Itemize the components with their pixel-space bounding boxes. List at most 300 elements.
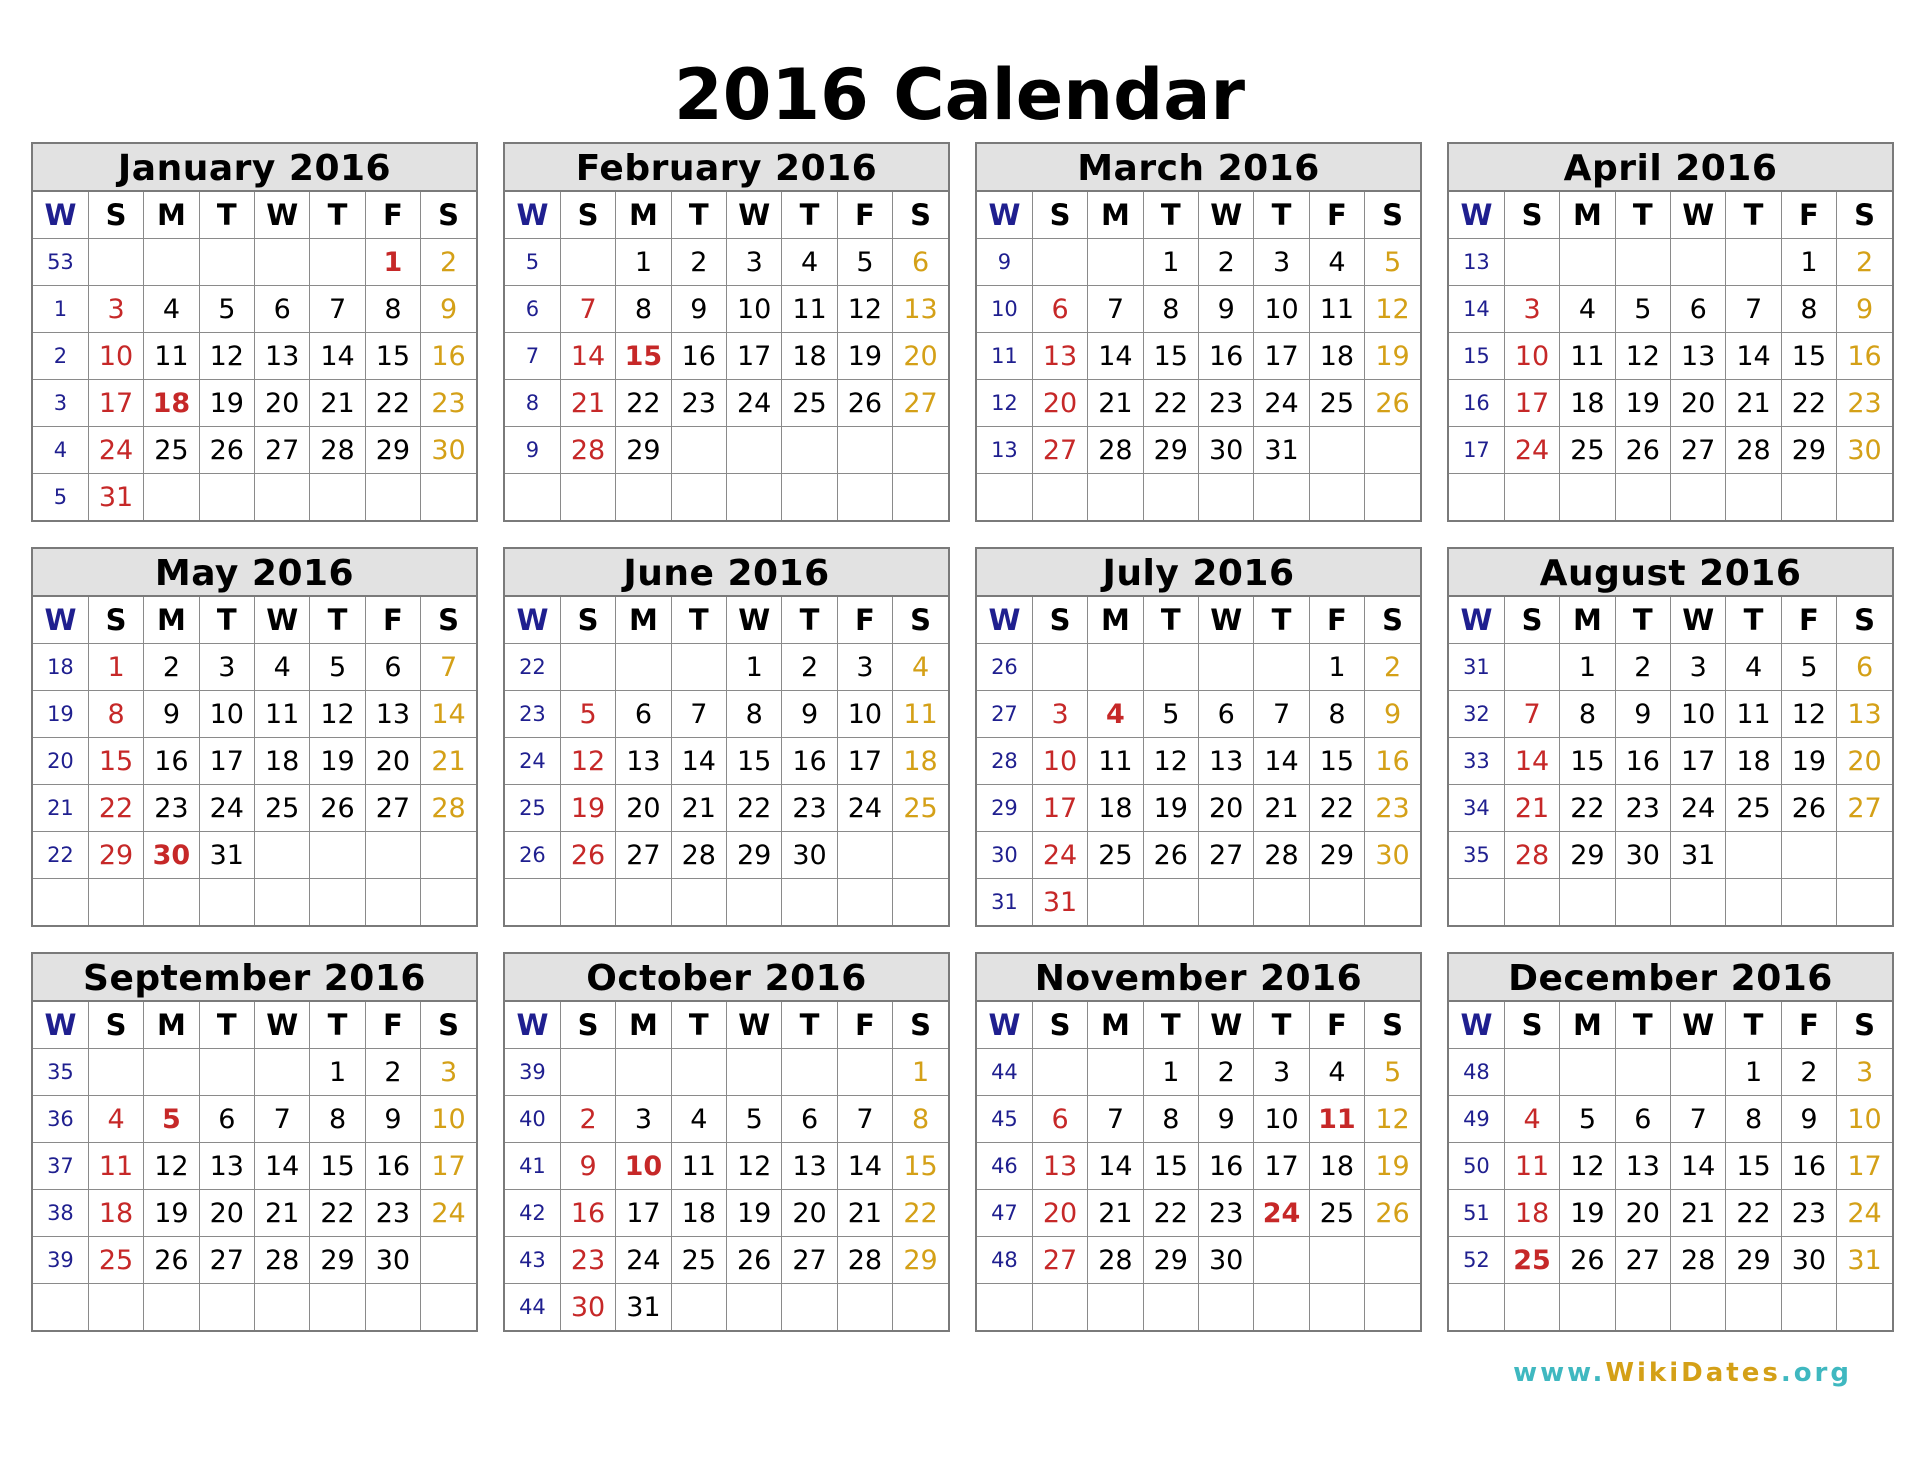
day-cell[interactable]: 3 bbox=[1254, 1049, 1309, 1096]
day-cell[interactable]: 20 bbox=[1671, 380, 1726, 427]
day-cell[interactable]: 19 bbox=[199, 380, 254, 427]
day-cell[interactable]: 24 bbox=[1032, 832, 1087, 879]
day-cell[interactable]: 10 bbox=[88, 333, 143, 380]
day-cell[interactable]: 31 bbox=[1032, 879, 1087, 926]
day-cell[interactable]: 27 bbox=[1671, 427, 1726, 474]
day-cell[interactable]: 22 bbox=[1560, 785, 1615, 832]
day-cell[interactable]: 5 bbox=[560, 691, 615, 738]
day-cell[interactable]: 6 bbox=[893, 239, 948, 286]
day-cell[interactable]: 19 bbox=[727, 1190, 782, 1237]
day-cell[interactable]: 11 bbox=[782, 286, 837, 333]
day-cell[interactable]: 12 bbox=[310, 691, 365, 738]
day-cell[interactable]: 15 bbox=[1143, 333, 1198, 380]
day-cell[interactable]: 30 bbox=[1837, 427, 1892, 474]
day-cell[interactable]: 26 bbox=[1560, 1237, 1615, 1284]
day-cell[interactable]: 21 bbox=[1504, 785, 1559, 832]
day-cell[interactable]: 8 bbox=[1143, 286, 1198, 333]
day-cell[interactable]: 13 bbox=[1032, 333, 1087, 380]
day-cell[interactable]: 8 bbox=[310, 1096, 365, 1143]
day-cell[interactable]: 21 bbox=[1088, 380, 1143, 427]
day-cell[interactable]: 27 bbox=[365, 785, 420, 832]
day-cell[interactable]: 16 bbox=[1199, 1143, 1254, 1190]
day-cell[interactable]: 4 bbox=[671, 1096, 726, 1143]
day-cell[interactable]: 30 bbox=[560, 1284, 615, 1331]
day-cell[interactable]: 20 bbox=[893, 333, 948, 380]
day-cell[interactable]: 14 bbox=[310, 333, 365, 380]
day-cell[interactable]: 12 bbox=[1781, 691, 1836, 738]
day-cell[interactable]: 12 bbox=[144, 1143, 199, 1190]
day-cell[interactable]: 28 bbox=[1726, 427, 1781, 474]
day-cell[interactable]: 19 bbox=[144, 1190, 199, 1237]
day-cell[interactable]: 22 bbox=[727, 785, 782, 832]
day-cell[interactable]: 17 bbox=[88, 380, 143, 427]
day-cell[interactable]: 4 bbox=[1088, 691, 1143, 738]
day-cell[interactable]: 27 bbox=[1032, 1237, 1087, 1284]
day-cell[interactable]: 23 bbox=[1615, 785, 1670, 832]
day-cell[interactable]: 8 bbox=[1309, 691, 1364, 738]
day-cell[interactable]: 1 bbox=[1560, 644, 1615, 691]
day-cell[interactable]: 14 bbox=[1088, 333, 1143, 380]
day-cell[interactable]: 7 bbox=[1671, 1096, 1726, 1143]
day-cell[interactable]: 6 bbox=[255, 286, 310, 333]
day-cell[interactable]: 13 bbox=[782, 1143, 837, 1190]
day-cell[interactable]: 23 bbox=[365, 1190, 420, 1237]
day-cell[interactable]: 25 bbox=[1504, 1237, 1559, 1284]
day-cell[interactable]: 23 bbox=[144, 785, 199, 832]
day-cell[interactable]: 18 bbox=[88, 1190, 143, 1237]
day-cell[interactable]: 18 bbox=[1726, 738, 1781, 785]
day-cell[interactable]: 2 bbox=[671, 239, 726, 286]
day-cell[interactable]: 8 bbox=[88, 691, 143, 738]
day-cell[interactable]: 26 bbox=[560, 832, 615, 879]
day-cell[interactable]: 23 bbox=[1781, 1190, 1836, 1237]
day-cell[interactable]: 17 bbox=[421, 1143, 476, 1190]
day-cell[interactable]: 12 bbox=[1615, 333, 1670, 380]
day-cell[interactable]: 13 bbox=[199, 1143, 254, 1190]
day-cell[interactable]: 3 bbox=[1671, 644, 1726, 691]
day-cell[interactable]: 9 bbox=[671, 286, 726, 333]
day-cell[interactable]: 2 bbox=[365, 1049, 420, 1096]
day-cell[interactable]: 21 bbox=[1726, 380, 1781, 427]
day-cell[interactable]: 4 bbox=[1309, 239, 1364, 286]
day-cell[interactable]: 29 bbox=[893, 1237, 948, 1284]
day-cell[interactable]: 17 bbox=[1504, 380, 1559, 427]
day-cell[interactable]: 30 bbox=[421, 427, 476, 474]
day-cell[interactable]: 26 bbox=[310, 785, 365, 832]
day-cell[interactable]: 27 bbox=[893, 380, 948, 427]
day-cell[interactable]: 13 bbox=[1837, 691, 1892, 738]
day-cell[interactable]: 1 bbox=[1309, 644, 1364, 691]
day-cell[interactable]: 18 bbox=[671, 1190, 726, 1237]
day-cell[interactable]: 25 bbox=[671, 1237, 726, 1284]
day-cell[interactable]: 4 bbox=[144, 286, 199, 333]
day-cell[interactable]: 20 bbox=[1032, 1190, 1087, 1237]
day-cell[interactable]: 20 bbox=[1032, 380, 1087, 427]
day-cell[interactable]: 15 bbox=[88, 738, 143, 785]
day-cell[interactable]: 16 bbox=[671, 333, 726, 380]
day-cell[interactable]: 5 bbox=[727, 1096, 782, 1143]
day-cell[interactable]: 25 bbox=[1726, 785, 1781, 832]
day-cell[interactable]: 26 bbox=[199, 427, 254, 474]
day-cell[interactable]: 18 bbox=[144, 380, 199, 427]
day-cell[interactable]: 14 bbox=[671, 738, 726, 785]
day-cell[interactable]: 14 bbox=[1504, 738, 1559, 785]
day-cell[interactable]: 22 bbox=[1726, 1190, 1781, 1237]
day-cell[interactable]: 2 bbox=[1365, 644, 1420, 691]
day-cell[interactable]: 11 bbox=[1504, 1143, 1559, 1190]
day-cell[interactable]: 10 bbox=[1254, 1096, 1309, 1143]
day-cell[interactable]: 5 bbox=[1560, 1096, 1615, 1143]
day-cell[interactable]: 20 bbox=[616, 785, 671, 832]
day-cell[interactable]: 13 bbox=[365, 691, 420, 738]
day-cell[interactable]: 21 bbox=[671, 785, 726, 832]
day-cell[interactable]: 23 bbox=[1837, 380, 1892, 427]
day-cell[interactable]: 12 bbox=[1560, 1143, 1615, 1190]
day-cell[interactable]: 25 bbox=[782, 380, 837, 427]
day-cell[interactable]: 24 bbox=[88, 427, 143, 474]
day-cell[interactable]: 19 bbox=[1365, 333, 1420, 380]
day-cell[interactable]: 25 bbox=[1088, 832, 1143, 879]
day-cell[interactable]: 1 bbox=[1143, 239, 1198, 286]
day-cell[interactable]: 13 bbox=[893, 286, 948, 333]
day-cell[interactable]: 23 bbox=[1199, 1190, 1254, 1237]
day-cell[interactable]: 17 bbox=[1671, 738, 1726, 785]
day-cell[interactable]: 24 bbox=[727, 380, 782, 427]
day-cell[interactable]: 22 bbox=[1143, 380, 1198, 427]
day-cell[interactable]: 11 bbox=[144, 333, 199, 380]
day-cell[interactable]: 25 bbox=[1309, 380, 1364, 427]
day-cell[interactable]: 7 bbox=[1088, 1096, 1143, 1143]
day-cell[interactable]: 12 bbox=[1143, 738, 1198, 785]
day-cell[interactable]: 22 bbox=[1781, 380, 1836, 427]
day-cell[interactable]: 18 bbox=[782, 333, 837, 380]
day-cell[interactable]: 9 bbox=[1199, 286, 1254, 333]
day-cell[interactable]: 25 bbox=[1309, 1190, 1364, 1237]
day-cell[interactable]: 16 bbox=[782, 738, 837, 785]
day-cell[interactable]: 2 bbox=[421, 239, 476, 286]
day-cell[interactable]: 7 bbox=[421, 644, 476, 691]
day-cell[interactable]: 21 bbox=[1088, 1190, 1143, 1237]
day-cell[interactable]: 30 bbox=[1199, 1237, 1254, 1284]
day-cell[interactable]: 6 bbox=[782, 1096, 837, 1143]
day-cell[interactable]: 17 bbox=[616, 1190, 671, 1237]
day-cell[interactable]: 13 bbox=[1199, 738, 1254, 785]
day-cell[interactable]: 1 bbox=[310, 1049, 365, 1096]
day-cell[interactable]: 11 bbox=[1560, 333, 1615, 380]
day-cell[interactable]: 14 bbox=[421, 691, 476, 738]
day-cell[interactable]: 6 bbox=[1837, 644, 1892, 691]
day-cell[interactable]: 12 bbox=[837, 286, 892, 333]
day-cell[interactable]: 18 bbox=[1504, 1190, 1559, 1237]
day-cell[interactable]: 2 bbox=[1199, 1049, 1254, 1096]
day-cell[interactable]: 23 bbox=[671, 380, 726, 427]
day-cell[interactable]: 9 bbox=[421, 286, 476, 333]
day-cell[interactable]: 6 bbox=[1671, 286, 1726, 333]
day-cell[interactable]: 6 bbox=[616, 691, 671, 738]
day-cell[interactable]: 29 bbox=[365, 427, 420, 474]
day-cell[interactable]: 3 bbox=[1032, 691, 1087, 738]
day-cell[interactable]: 22 bbox=[1309, 785, 1364, 832]
day-cell[interactable]: 4 bbox=[88, 1096, 143, 1143]
day-cell[interactable]: 15 bbox=[616, 333, 671, 380]
day-cell[interactable]: 27 bbox=[616, 832, 671, 879]
day-cell[interactable]: 17 bbox=[199, 738, 254, 785]
day-cell[interactable]: 26 bbox=[727, 1237, 782, 1284]
day-cell[interactable]: 27 bbox=[1032, 427, 1087, 474]
day-cell[interactable]: 9 bbox=[365, 1096, 420, 1143]
day-cell[interactable]: 7 bbox=[671, 691, 726, 738]
day-cell[interactable]: 19 bbox=[1365, 1143, 1420, 1190]
day-cell[interactable]: 17 bbox=[1254, 333, 1309, 380]
day-cell[interactable]: 28 bbox=[310, 427, 365, 474]
day-cell[interactable]: 21 bbox=[310, 380, 365, 427]
day-cell[interactable]: 10 bbox=[1504, 333, 1559, 380]
day-cell[interactable]: 28 bbox=[1254, 832, 1309, 879]
day-cell[interactable]: 19 bbox=[1143, 785, 1198, 832]
day-cell[interactable]: 5 bbox=[1781, 644, 1836, 691]
day-cell[interactable]: 20 bbox=[199, 1190, 254, 1237]
day-cell[interactable]: 16 bbox=[365, 1143, 420, 1190]
day-cell[interactable]: 13 bbox=[1671, 333, 1726, 380]
day-cell[interactable]: 16 bbox=[1781, 1143, 1836, 1190]
day-cell[interactable]: 28 bbox=[837, 1237, 892, 1284]
day-cell[interactable]: 28 bbox=[671, 832, 726, 879]
day-cell[interactable]: 24 bbox=[421, 1190, 476, 1237]
day-cell[interactable]: 21 bbox=[1671, 1190, 1726, 1237]
day-cell[interactable]: 5 bbox=[1365, 1049, 1420, 1096]
day-cell[interactable]: 6 bbox=[1032, 1096, 1087, 1143]
day-cell[interactable]: 22 bbox=[310, 1190, 365, 1237]
day-cell[interactable]: 26 bbox=[1615, 427, 1670, 474]
day-cell[interactable]: 28 bbox=[1671, 1237, 1726, 1284]
day-cell[interactable]: 31 bbox=[616, 1284, 671, 1331]
day-cell[interactable]: 7 bbox=[1726, 286, 1781, 333]
day-cell[interactable]: 27 bbox=[782, 1237, 837, 1284]
day-cell[interactable]: 28 bbox=[560, 427, 615, 474]
day-cell[interactable]: 3 bbox=[1254, 239, 1309, 286]
day-cell[interactable]: 11 bbox=[671, 1143, 726, 1190]
day-cell[interactable]: 28 bbox=[1088, 427, 1143, 474]
day-cell[interactable]: 20 bbox=[1615, 1190, 1670, 1237]
day-cell[interactable]: 3 bbox=[1504, 286, 1559, 333]
day-cell[interactable]: 8 bbox=[1781, 286, 1836, 333]
day-cell[interactable]: 22 bbox=[365, 380, 420, 427]
day-cell[interactable]: 28 bbox=[255, 1237, 310, 1284]
day-cell[interactable]: 9 bbox=[1781, 1096, 1836, 1143]
day-cell[interactable]: 17 bbox=[1254, 1143, 1309, 1190]
day-cell[interactable]: 17 bbox=[727, 333, 782, 380]
day-cell[interactable]: 22 bbox=[1143, 1190, 1198, 1237]
day-cell[interactable]: 16 bbox=[1615, 738, 1670, 785]
day-cell[interactable]: 7 bbox=[255, 1096, 310, 1143]
day-cell[interactable]: 29 bbox=[727, 832, 782, 879]
day-cell[interactable]: 8 bbox=[1560, 691, 1615, 738]
day-cell[interactable]: 8 bbox=[1726, 1096, 1781, 1143]
day-cell[interactable]: 24 bbox=[199, 785, 254, 832]
day-cell[interactable]: 3 bbox=[199, 644, 254, 691]
day-cell[interactable]: 10 bbox=[199, 691, 254, 738]
day-cell[interactable]: 26 bbox=[1365, 380, 1420, 427]
day-cell[interactable]: 4 bbox=[782, 239, 837, 286]
day-cell[interactable]: 28 bbox=[1504, 832, 1559, 879]
day-cell[interactable]: 26 bbox=[1781, 785, 1836, 832]
day-cell[interactable]: 5 bbox=[144, 1096, 199, 1143]
day-cell[interactable]: 28 bbox=[1088, 1237, 1143, 1284]
day-cell[interactable]: 24 bbox=[1837, 1190, 1892, 1237]
day-cell[interactable]: 9 bbox=[782, 691, 837, 738]
day-cell[interactable]: 29 bbox=[1309, 832, 1364, 879]
day-cell[interactable]: 15 bbox=[1726, 1143, 1781, 1190]
day-cell[interactable]: 5 bbox=[1365, 239, 1420, 286]
day-cell[interactable]: 2 bbox=[560, 1096, 615, 1143]
day-cell[interactable]: 29 bbox=[310, 1237, 365, 1284]
day-cell[interactable]: 23 bbox=[421, 380, 476, 427]
day-cell[interactable]: 11 bbox=[1726, 691, 1781, 738]
day-cell[interactable]: 6 bbox=[199, 1096, 254, 1143]
day-cell[interactable]: 15 bbox=[893, 1143, 948, 1190]
day-cell[interactable]: 8 bbox=[365, 286, 420, 333]
day-cell[interactable]: 2 bbox=[1615, 644, 1670, 691]
day-cell[interactable]: 15 bbox=[1781, 333, 1836, 380]
day-cell[interactable]: 25 bbox=[893, 785, 948, 832]
day-cell[interactable]: 10 bbox=[1254, 286, 1309, 333]
day-cell[interactable]: 1 bbox=[727, 644, 782, 691]
day-cell[interactable]: 24 bbox=[837, 785, 892, 832]
day-cell[interactable]: 5 bbox=[1615, 286, 1670, 333]
day-cell[interactable]: 23 bbox=[782, 785, 837, 832]
day-cell[interactable]: 7 bbox=[1254, 691, 1309, 738]
day-cell[interactable]: 3 bbox=[837, 644, 892, 691]
day-cell[interactable]: 2 bbox=[1781, 1049, 1836, 1096]
day-cell[interactable]: 19 bbox=[310, 738, 365, 785]
day-cell[interactable]: 3 bbox=[727, 239, 782, 286]
day-cell[interactable]: 21 bbox=[421, 738, 476, 785]
day-cell[interactable]: 13 bbox=[1032, 1143, 1087, 1190]
day-cell[interactable]: 22 bbox=[893, 1190, 948, 1237]
day-cell[interactable]: 12 bbox=[199, 333, 254, 380]
day-cell[interactable]: 19 bbox=[1615, 380, 1670, 427]
day-cell[interactable]: 4 bbox=[1504, 1096, 1559, 1143]
day-cell[interactable]: 31 bbox=[1837, 1237, 1892, 1284]
day-cell[interactable]: 6 bbox=[365, 644, 420, 691]
day-cell[interactable]: 25 bbox=[1560, 427, 1615, 474]
day-cell[interactable]: 15 bbox=[365, 333, 420, 380]
day-cell[interactable]: 6 bbox=[1615, 1096, 1670, 1143]
day-cell[interactable]: 14 bbox=[255, 1143, 310, 1190]
day-cell[interactable]: 9 bbox=[1615, 691, 1670, 738]
day-cell[interactable]: 22 bbox=[88, 785, 143, 832]
day-cell[interactable]: 2 bbox=[1837, 239, 1892, 286]
day-cell[interactable]: 9 bbox=[1199, 1096, 1254, 1143]
day-cell[interactable]: 29 bbox=[616, 427, 671, 474]
day-cell[interactable]: 11 bbox=[893, 691, 948, 738]
day-cell[interactable]: 21 bbox=[255, 1190, 310, 1237]
day-cell[interactable]: 14 bbox=[1671, 1143, 1726, 1190]
day-cell[interactable]: 30 bbox=[1615, 832, 1670, 879]
day-cell[interactable]: 16 bbox=[1199, 333, 1254, 380]
day-cell[interactable]: 8 bbox=[893, 1096, 948, 1143]
day-cell[interactable]: 27 bbox=[1199, 832, 1254, 879]
day-cell[interactable]: 12 bbox=[1365, 286, 1420, 333]
day-cell[interactable]: 7 bbox=[1088, 286, 1143, 333]
day-cell[interactable]: 12 bbox=[560, 738, 615, 785]
day-cell[interactable]: 24 bbox=[616, 1237, 671, 1284]
day-cell[interactable]: 21 bbox=[1254, 785, 1309, 832]
day-cell[interactable]: 1 bbox=[616, 239, 671, 286]
day-cell[interactable]: 1 bbox=[1143, 1049, 1198, 1096]
day-cell[interactable]: 25 bbox=[144, 427, 199, 474]
day-cell[interactable]: 18 bbox=[1309, 1143, 1364, 1190]
day-cell[interactable]: 11 bbox=[1309, 286, 1364, 333]
day-cell[interactable]: 17 bbox=[837, 738, 892, 785]
day-cell[interactable]: 27 bbox=[199, 1237, 254, 1284]
day-cell[interactable]: 1 bbox=[88, 644, 143, 691]
day-cell[interactable]: 5 bbox=[837, 239, 892, 286]
day-cell[interactable]: 15 bbox=[310, 1143, 365, 1190]
day-cell[interactable]: 3 bbox=[616, 1096, 671, 1143]
day-cell[interactable]: 20 bbox=[782, 1190, 837, 1237]
day-cell[interactable]: 6 bbox=[1032, 286, 1087, 333]
day-cell[interactable]: 30 bbox=[782, 832, 837, 879]
day-cell[interactable]: 19 bbox=[837, 333, 892, 380]
day-cell[interactable]: 22 bbox=[616, 380, 671, 427]
day-cell[interactable]: 5 bbox=[310, 644, 365, 691]
day-cell[interactable]: 16 bbox=[1365, 738, 1420, 785]
day-cell[interactable]: 11 bbox=[1309, 1096, 1364, 1143]
day-cell[interactable]: 30 bbox=[365, 1237, 420, 1284]
day-cell[interactable]: 3 bbox=[421, 1049, 476, 1096]
day-cell[interactable]: 27 bbox=[255, 427, 310, 474]
day-cell[interactable]: 15 bbox=[1143, 1143, 1198, 1190]
day-cell[interactable]: 15 bbox=[1560, 738, 1615, 785]
day-cell[interactable]: 25 bbox=[88, 1237, 143, 1284]
day-cell[interactable]: 19 bbox=[560, 785, 615, 832]
day-cell[interactable]: 24 bbox=[1254, 1190, 1309, 1237]
day-cell[interactable]: 16 bbox=[560, 1190, 615, 1237]
day-cell[interactable]: 7 bbox=[1504, 691, 1559, 738]
day-cell[interactable]: 24 bbox=[1254, 380, 1309, 427]
day-cell[interactable]: 23 bbox=[560, 1237, 615, 1284]
day-cell[interactable]: 4 bbox=[255, 644, 310, 691]
day-cell[interactable]: 29 bbox=[1560, 832, 1615, 879]
day-cell[interactable]: 7 bbox=[310, 286, 365, 333]
day-cell[interactable]: 26 bbox=[144, 1237, 199, 1284]
day-cell[interactable]: 28 bbox=[421, 785, 476, 832]
day-cell[interactable]: 19 bbox=[1560, 1190, 1615, 1237]
day-cell[interactable]: 10 bbox=[421, 1096, 476, 1143]
day-cell[interactable]: 29 bbox=[1143, 1237, 1198, 1284]
day-cell[interactable]: 21 bbox=[837, 1190, 892, 1237]
day-cell[interactable]: 30 bbox=[144, 832, 199, 879]
day-cell[interactable]: 20 bbox=[1199, 785, 1254, 832]
day-cell[interactable]: 4 bbox=[1560, 286, 1615, 333]
day-cell[interactable]: 29 bbox=[1781, 427, 1836, 474]
day-cell[interactable]: 29 bbox=[1143, 427, 1198, 474]
day-cell[interactable]: 21 bbox=[560, 380, 615, 427]
day-cell[interactable]: 24 bbox=[1504, 427, 1559, 474]
day-cell[interactable]: 17 bbox=[1032, 785, 1087, 832]
day-cell[interactable]: 8 bbox=[727, 691, 782, 738]
day-cell[interactable]: 26 bbox=[837, 380, 892, 427]
day-cell[interactable]: 17 bbox=[1837, 1143, 1892, 1190]
day-cell[interactable]: 11 bbox=[88, 1143, 143, 1190]
day-cell[interactable]: 31 bbox=[88, 474, 143, 521]
day-cell[interactable]: 9 bbox=[1365, 691, 1420, 738]
day-cell[interactable]: 1 bbox=[893, 1049, 948, 1096]
day-cell[interactable]: 1 bbox=[1726, 1049, 1781, 1096]
day-cell[interactable]: 30 bbox=[1365, 832, 1420, 879]
day-cell[interactable]: 4 bbox=[1726, 644, 1781, 691]
